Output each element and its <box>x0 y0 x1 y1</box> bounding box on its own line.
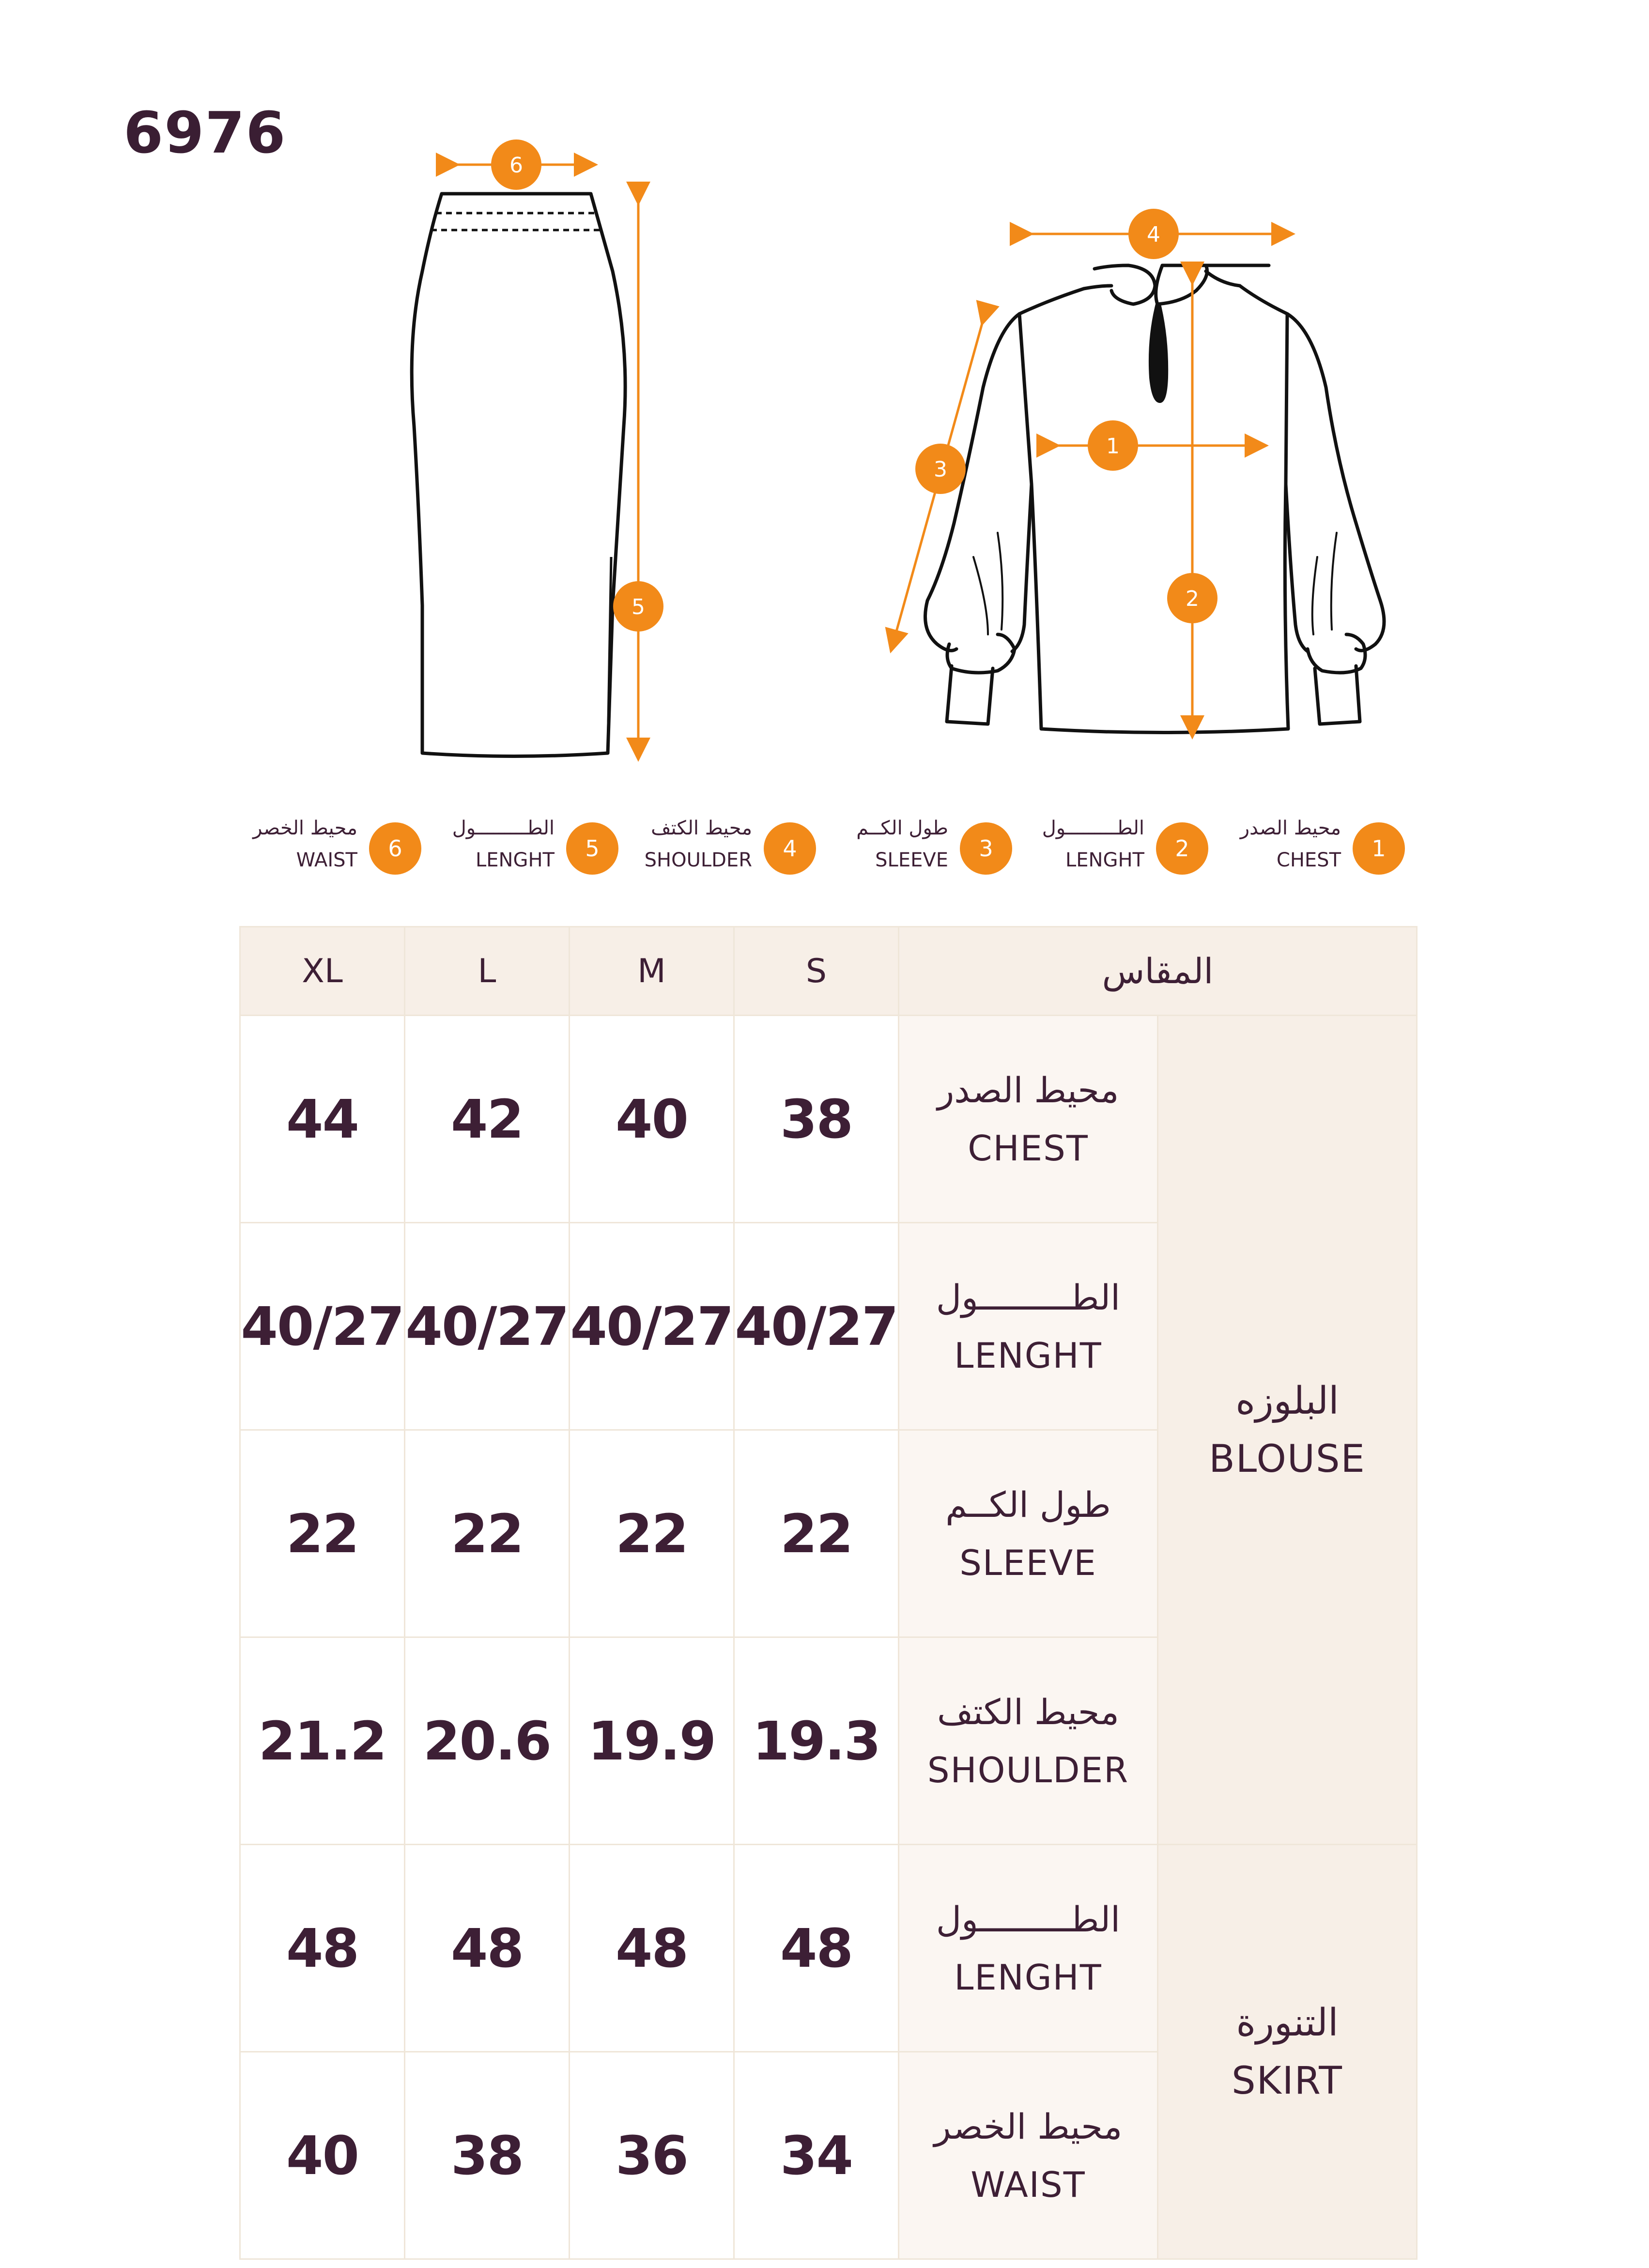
group-label-arabic: البلوزه <box>1235 1379 1339 1423</box>
row-label-english: LENGHT <box>954 1957 1102 1998</box>
legend-item-skirt-length <box>444 806 618 884</box>
value-cell: 48 <box>240 1845 405 2052</box>
legend-item-blouse-length <box>1034 806 1208 884</box>
group-label-english: BLOUSE <box>1209 1437 1366 1481</box>
legend-arabic: محيط الكتف <box>651 817 752 839</box>
marker-2-text: 2 <box>1186 586 1199 611</box>
row-label-arabic: محيط الكتف <box>937 1691 1119 1732</box>
group-blouse <box>1158 1016 1417 1845</box>
legend-item-sleeve <box>838 806 1012 884</box>
measurement-legend <box>0 806 1649 884</box>
row-label-english: LENGHT <box>954 1335 1102 1376</box>
value-cell: 34 <box>734 2052 899 2259</box>
legend-arabic: طول الكــم <box>856 817 948 839</box>
group-label-arabic: التنورة <box>1236 2001 1339 2045</box>
measure-header: المقاس <box>899 927 1417 1016</box>
legend-arabic: الطـــــــــول <box>1042 817 1144 839</box>
skirt-length-marker <box>613 581 663 632</box>
table-row-skirt-length <box>240 1845 1417 2052</box>
blouse-sleeve-marker <box>915 444 966 494</box>
row-label <box>899 1637 1158 1845</box>
row-label-arabic: الطـــــــــول <box>936 1898 1121 1940</box>
legend-english: LENGHT <box>476 849 555 871</box>
legend-english: CHEST <box>1276 849 1341 871</box>
row-label <box>899 1223 1158 1430</box>
marker-3-text: 3 <box>934 457 947 482</box>
row-label-arabic: الطـــــــــول <box>936 1277 1121 1318</box>
legend-number: 2 <box>1156 822 1208 875</box>
row-label <box>899 1845 1158 2052</box>
legend-english: SLEEVE <box>875 849 948 871</box>
row-label-arabic: محيط الخصر <box>934 2106 1123 2147</box>
legend-item-shoulder <box>642 806 816 884</box>
value-cell: 38 <box>734 1016 899 1223</box>
row-label <box>899 1016 1158 1223</box>
legend-item-chest <box>1231 806 1405 884</box>
blouse-drawing <box>925 265 1385 733</box>
value-cell: 40/27 <box>240 1223 405 1430</box>
marker-5-text: 5 <box>632 595 645 619</box>
value-cell: 40/27 <box>570 1223 734 1430</box>
skirt-drawing <box>412 194 625 756</box>
value-cell: 48 <box>405 1845 570 2052</box>
legend-number: 6 <box>369 822 421 875</box>
garment-diagram <box>0 0 1649 785</box>
value-cell: 22 <box>570 1430 734 1637</box>
value-cell: 40/27 <box>405 1223 570 1430</box>
size-header-xl: XL <box>240 927 405 1016</box>
row-label-arabic: محيط الصدر <box>937 1069 1119 1111</box>
row-label-arabic: طول الكــم <box>945 1484 1111 1525</box>
legend-arabic: محيط الصدر <box>1240 817 1341 839</box>
legend-english: LENGHT <box>1065 849 1144 871</box>
row-label-english: SLEEVE <box>959 1542 1097 1583</box>
value-cell: 48 <box>570 1845 734 2052</box>
row-label-english: CHEST <box>968 1127 1089 1169</box>
size-header-s: S <box>734 927 899 1016</box>
legend-number: 1 <box>1353 822 1405 875</box>
legend-number: 4 <box>764 822 816 875</box>
value-cell: 36 <box>570 2052 734 2259</box>
legend-english: SHOULDER <box>644 849 752 871</box>
blouse-shoulder-marker <box>1128 209 1179 259</box>
size-header-l: L <box>405 927 570 1016</box>
value-cell: 44 <box>240 1016 405 1223</box>
value-cell: 40 <box>570 1016 734 1223</box>
marker-4-text: 4 <box>1147 222 1160 247</box>
legend-number: 5 <box>566 822 618 875</box>
legend-english: WAIST <box>296 849 357 871</box>
marker-6-text: 6 <box>509 153 523 178</box>
table-row-chest <box>240 1016 1417 1223</box>
row-label-english: WAIST <box>971 2164 1086 2205</box>
value-cell: 38 <box>405 2052 570 2259</box>
row-label <box>899 2052 1158 2259</box>
row-label <box>899 1430 1158 1637</box>
table-header-row <box>240 927 1417 1016</box>
product-code: 6976 <box>123 99 287 166</box>
value-cell: 48 <box>734 1845 899 2052</box>
value-cell: 40 <box>240 2052 405 2259</box>
row-label-english: SHOULDER <box>927 1749 1129 1790</box>
legend-arabic: محيط الخصر <box>253 817 357 839</box>
value-cell: 40/27 <box>734 1223 899 1430</box>
value-cell: 22 <box>240 1430 405 1637</box>
value-cell: 21.2 <box>240 1637 405 1845</box>
group-skirt <box>1158 1845 1417 2259</box>
legend-item-waist <box>247 806 421 884</box>
value-cell: 22 <box>405 1430 570 1637</box>
blouse-chest-marker <box>1088 420 1138 471</box>
value-cell: 19.3 <box>734 1637 899 1845</box>
legend-number: 3 <box>960 822 1012 875</box>
value-cell: 42 <box>405 1016 570 1223</box>
blouse-length-marker <box>1167 573 1217 623</box>
size-table <box>239 926 1418 2260</box>
legend-arabic: الطـــــــــول <box>452 817 555 839</box>
value-cell: 22 <box>734 1430 899 1637</box>
group-label-english: SKIRT <box>1232 2059 1343 2103</box>
value-cell: 20.6 <box>405 1637 570 1845</box>
marker-1-text: 1 <box>1106 434 1120 459</box>
size-header-m: M <box>570 927 734 1016</box>
value-cell: 19.9 <box>570 1637 734 1845</box>
skirt-waist-marker <box>491 139 541 190</box>
